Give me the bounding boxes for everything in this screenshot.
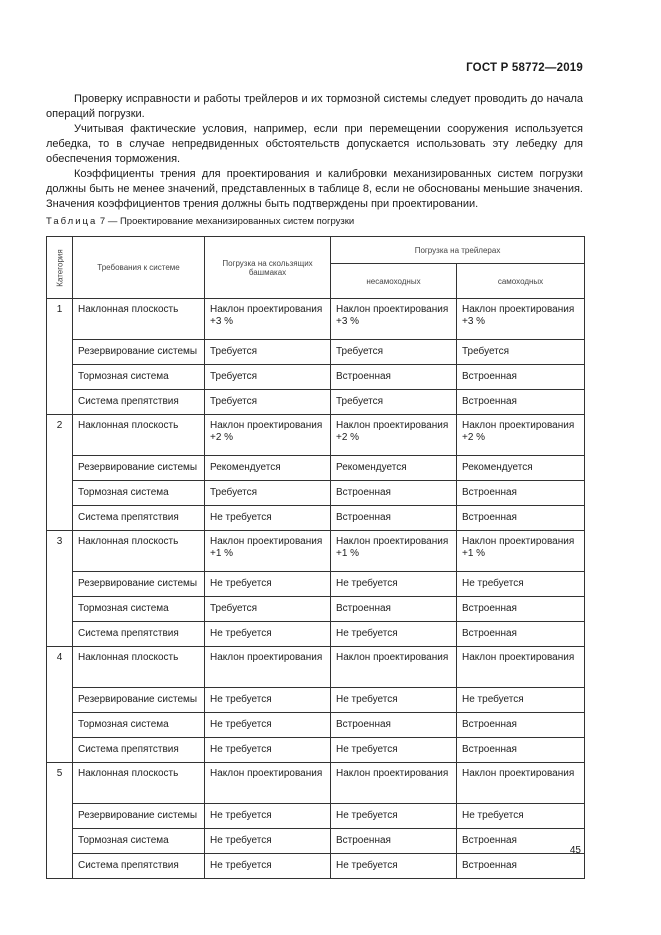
value-cell: Встроенная bbox=[331, 506, 457, 531]
value-cell: Не требуется bbox=[457, 572, 585, 597]
value-cell: Не требуется bbox=[205, 829, 331, 854]
requirement-cell: Резервирование системы bbox=[73, 804, 205, 829]
value-cell: Наклон проектирования bbox=[457, 647, 585, 688]
header-skid-shoes: Погрузка на скользящих башмаках bbox=[205, 237, 331, 299]
table-row bbox=[47, 597, 585, 622]
requirement-cell: Наклонная плоскость bbox=[73, 299, 205, 340]
table-row bbox=[47, 854, 585, 879]
table-row bbox=[47, 365, 585, 390]
header-self-propelled: самоходных bbox=[457, 264, 585, 299]
category-cell: 1 bbox=[47, 299, 73, 415]
value-cell: Наклон проектирования +2 % bbox=[331, 415, 457, 456]
value-cell: Наклон проектирования +2 % bbox=[457, 415, 585, 456]
value-cell: Наклон проектирования bbox=[205, 647, 331, 688]
value-cell: Встроенная bbox=[457, 738, 585, 763]
requirement-cell: Наклонная плоскость bbox=[73, 415, 205, 456]
value-cell: Встроенная bbox=[457, 481, 585, 506]
requirement-cell: Тормозная система bbox=[73, 597, 205, 622]
requirement-cell: Наклонная плоскость bbox=[73, 531, 205, 572]
value-cell: Встроенная bbox=[331, 829, 457, 854]
value-cell: Наклон проектирования +3 % bbox=[205, 299, 331, 340]
table-row bbox=[47, 647, 585, 688]
value-cell: Встроенная bbox=[331, 597, 457, 622]
table-row bbox=[47, 531, 585, 572]
value-cell: Наклон проектирования +3 % bbox=[457, 299, 585, 340]
category-cell: 2 bbox=[47, 415, 73, 531]
value-cell: Рекомендуется bbox=[457, 456, 585, 481]
value-cell: Не требуется bbox=[331, 572, 457, 597]
value-cell: Встроенная bbox=[331, 481, 457, 506]
value-cell: Не требуется bbox=[205, 506, 331, 531]
value-cell: Не требуется bbox=[331, 738, 457, 763]
table-row bbox=[47, 390, 585, 415]
category-cell: 3 bbox=[47, 531, 73, 647]
value-cell: Не требуется bbox=[205, 738, 331, 763]
requirement-cell: Система препятствия bbox=[73, 854, 205, 879]
table-row bbox=[47, 481, 585, 506]
table-row bbox=[47, 713, 585, 738]
value-cell: Встроенная bbox=[457, 597, 585, 622]
value-cell: Встроенная bbox=[457, 829, 585, 854]
value-cell: Наклон проектирования bbox=[331, 763, 457, 804]
requirement-cell: Система препятствия bbox=[73, 390, 205, 415]
value-cell: Встроенная bbox=[331, 713, 457, 738]
value-cell: Наклон проектирования +1 % bbox=[331, 531, 457, 572]
paragraph: Коэффициенты трения для проектирования и калибровки механизированных систем погрузки должны быть не менее значений, представленных в таблице 8, если не обоснованы меньшие значения. Значения коэффициентов трения должны быть подтверждены при проектировании. bbox=[46, 168, 583, 210]
requirement-cell: Тормозная система bbox=[73, 365, 205, 390]
value-cell: Не требуется bbox=[331, 854, 457, 879]
value-cell: Требуется bbox=[205, 481, 331, 506]
page-number: 45 bbox=[569, 845, 581, 856]
table-row bbox=[47, 738, 585, 763]
value-cell: Встроенная bbox=[457, 854, 585, 879]
table-caption-prefix: Таблица bbox=[46, 216, 98, 227]
category-cell: 4 bbox=[47, 647, 73, 763]
value-cell: Встроенная bbox=[331, 365, 457, 390]
table-row bbox=[47, 804, 585, 829]
value-cell: Требуется bbox=[205, 340, 331, 365]
value-cell: Встроенная bbox=[457, 622, 585, 647]
header-trailers: Погрузка на трейлерах bbox=[331, 237, 585, 264]
table-row bbox=[47, 688, 585, 713]
table-row bbox=[47, 299, 585, 340]
requirement-cell: Система препятствия bbox=[73, 506, 205, 531]
body-text bbox=[46, 92, 583, 212]
value-cell: Не требуется bbox=[205, 804, 331, 829]
table-row bbox=[47, 506, 585, 531]
table-row bbox=[47, 763, 585, 804]
value-cell: Требуется bbox=[205, 390, 331, 415]
table-row bbox=[47, 340, 585, 365]
header-category-label: Категория bbox=[55, 248, 64, 287]
value-cell: Не требуется bbox=[457, 804, 585, 829]
value-cell: Требуется bbox=[331, 340, 457, 365]
value-cell: Не требуется bbox=[205, 713, 331, 738]
table-caption bbox=[46, 216, 354, 227]
requirement-cell: Тормозная система bbox=[73, 713, 205, 738]
value-cell: Не требуется bbox=[331, 804, 457, 829]
requirement-cell: Система препятствия bbox=[73, 622, 205, 647]
value-cell: Наклон проектирования +3 % bbox=[331, 299, 457, 340]
value-cell: Встроенная bbox=[457, 390, 585, 415]
value-cell: Не требуется bbox=[205, 854, 331, 879]
design-table bbox=[46, 236, 585, 879]
table-row bbox=[47, 415, 585, 456]
value-cell: Требуется bbox=[331, 390, 457, 415]
requirement-cell: Резервирование системы bbox=[73, 340, 205, 365]
paragraph: Учитывая фактические условия, например, если при перемещении сооружения используется лебедка, то в случае непредвиденных обстоятельств допускается использовать эту лебедку для обеспечения торможения. bbox=[46, 123, 583, 165]
header-non-self-propelled: несамоходных bbox=[331, 264, 457, 299]
value-cell: Встроенная bbox=[457, 713, 585, 738]
value-cell: Не требуется bbox=[331, 688, 457, 713]
value-cell: Требуется bbox=[205, 597, 331, 622]
value-cell: Наклон проектирования bbox=[205, 763, 331, 804]
document-id: ГОСТ Р 58772—2019 bbox=[466, 62, 583, 74]
value-cell: Рекомендуется bbox=[331, 456, 457, 481]
requirement-cell: Наклонная плоскость bbox=[73, 647, 205, 688]
requirement-cell: Резервирование системы bbox=[73, 572, 205, 597]
table-caption-text: — Проектирование механизированных систем погрузки bbox=[107, 216, 355, 227]
table-row bbox=[47, 622, 585, 647]
value-cell: Наклон проектирования +2 % bbox=[205, 415, 331, 456]
value-cell: Наклон проектирования bbox=[457, 763, 585, 804]
value-cell: Не требуется bbox=[205, 572, 331, 597]
value-cell: Встроенная bbox=[457, 506, 585, 531]
value-cell: Не требуется bbox=[457, 688, 585, 713]
table-row bbox=[47, 829, 585, 854]
table-row bbox=[47, 456, 585, 481]
category-cell: 5 bbox=[47, 763, 73, 879]
value-cell: Не требуется bbox=[331, 622, 457, 647]
table-row bbox=[47, 572, 585, 597]
value-cell: Встроенная bbox=[457, 365, 585, 390]
requirement-cell: Наклонная плоскость bbox=[73, 763, 205, 804]
value-cell: Требуется bbox=[205, 365, 331, 390]
paragraph: Проверку исправности и работы трейлеров и их тормозной системы следует проводить до начала операций погрузки. bbox=[46, 93, 583, 120]
header-requirements: Требования к системе bbox=[73, 237, 205, 299]
value-cell: Наклон проектирования bbox=[331, 647, 457, 688]
requirement-cell: Резервирование системы bbox=[73, 456, 205, 481]
value-cell: Не требуется bbox=[205, 688, 331, 713]
header-category bbox=[47, 237, 73, 299]
value-cell: Рекомендуется bbox=[205, 456, 331, 481]
value-cell: Требуется bbox=[457, 340, 585, 365]
requirement-cell: Система препятствия bbox=[73, 738, 205, 763]
value-cell: Не требуется bbox=[205, 622, 331, 647]
value-cell: Наклон проектирования +1 % bbox=[205, 531, 331, 572]
requirement-cell: Тормозная система bbox=[73, 829, 205, 854]
requirement-cell: Тормозная система bbox=[73, 481, 205, 506]
requirement-cell: Резервирование системы bbox=[73, 688, 205, 713]
value-cell: Наклон проектирования +1 % bbox=[457, 531, 585, 572]
table-caption-number: 7 bbox=[99, 216, 106, 227]
